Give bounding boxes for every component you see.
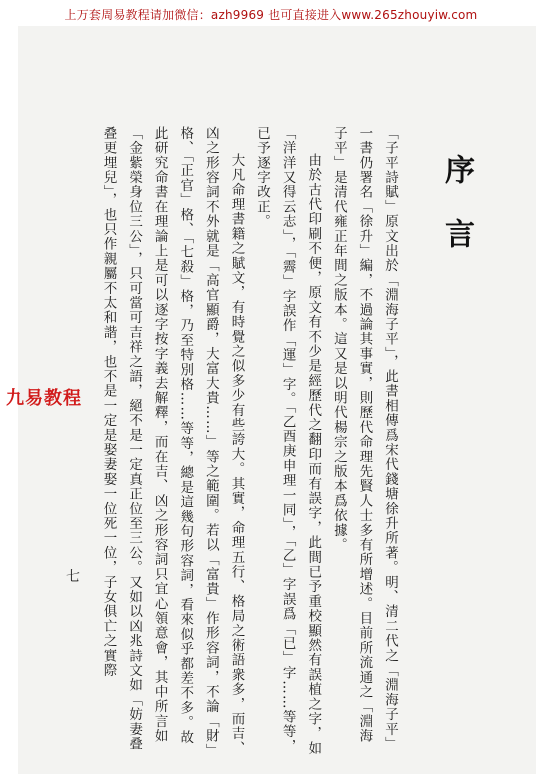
watermark-logo: 九易教程 (6, 388, 82, 409)
page-title: 序言 (439, 154, 474, 282)
page-number: 七 (66, 569, 80, 585)
body-text (74, 126, 402, 756)
scanned-page (18, 26, 536, 774)
paragraph-3: 大凡命理書籍之賦文，有時覺之似多少有些誇大。其實，命理五行、格局之術語衆多，而吉、凶之形容詞不外就是「高官顯爵，大富大貴……」等之範圍。若以「富貴」作形容詞，不論「財」格、「正官」格、「七殺」格，乃至特別格……等等，總是這幾句形容詞，看來似乎都差不多。故此研究命書在理論上是可以逐字按字義去解釋，而在吉、凶之形容詞只宜心領意會，其中所言如「金紫榮身位三公」，只可當可吉祥之語，絕不是一定真正位至三公。又如以凶兆詩文如「妨妻叠叠更埋兒」，也只作親屬不太和諧，也不是一定是娶妻娶一位死一位，子女俱亡之實際 (100, 126, 245, 756)
paragraph-1: 「子平詩賦」原文出於「淵海子平」，此書相傳爲宋代錢塘徐升所著。明、清二代之「淵海子平」一書仍署名「徐升」編，不過論其事實，則歷代命理先賢人士多有所增述。目前所流通之「淵海子平」是清代雍正年間之版本。這又是以明代楊宗之版本爲依據。 (330, 126, 398, 752)
paragraph-2: 由於古代印刷不便，原文有不少是經歷代之翻印而有誤字，此間已予重校顯然有誤植之字，如「洋洋又得云志」，「霽」字誤作「運」字。「乙酉庚申理一同」，「乙」字誤爲「已」字……等等，已予逐字改正。 (254, 126, 322, 756)
top-banner: 上万套周易教程请加微信：azh9969 也可直接进入www.265zhouyiw.com (64, 8, 478, 22)
